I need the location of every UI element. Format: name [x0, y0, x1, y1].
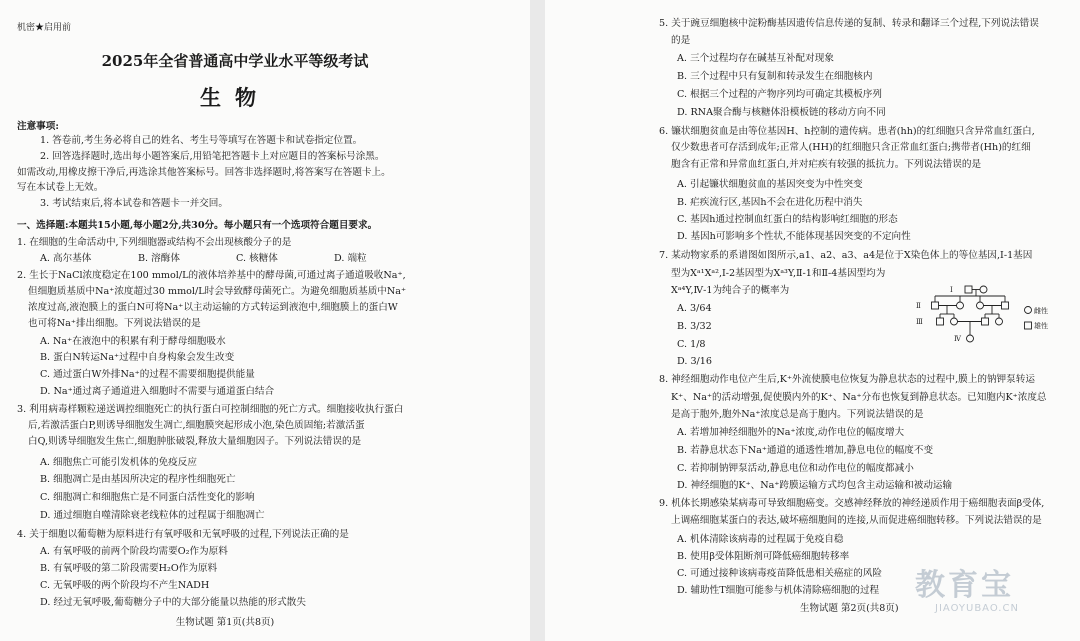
generation-label: Ⅱ [916, 302, 921, 310]
question-8-stem: 是高于胞外,胞外Na⁺浓度总是高于胞内。下列说法错误的是 [671, 409, 924, 420]
question-8-option: A. 若增加神经细胞外的Na⁺浓度,动作电位的幅度增大 [677, 427, 905, 438]
question-7-stem: 型为Xᵃ¹Xᵃ²,Ⅰ-2基因型为Xᵃ³Y,Ⅱ-1和Ⅱ-4基因型均为 [671, 268, 886, 279]
pedigree-female [980, 286, 987, 293]
question-6-option: B. 疟疾流行区,基因h不会在进化历程中消失 [677, 197, 863, 208]
question-3-option: C. 细胞凋亡和细胞焦亡是不同蛋白活性变化的影响 [40, 492, 255, 503]
legend-male-label: 雄性 [1034, 322, 1048, 330]
question-7-option: C. 1/8 [677, 339, 706, 350]
page-gap [530, 0, 545, 641]
question-6-option: D. 基因h可影响多个性状,不能体现基因突变的不定向性 [677, 231, 911, 242]
question-2-stem: 浓度过高,液泡膜上的蛋白N可将Na⁺以主动运输的方式转运到液泡中,细胞膜上的蛋白W [28, 302, 398, 313]
exam-page-1 [0, 0, 530, 641]
question-4-option: A. 有氧呼吸的前两个阶段均需要O₂作为原料 [40, 546, 228, 557]
question-8-option: D. 神经细胞的K⁺、Na⁺跨膜运输方式均包含主动运输和被动运输 [677, 480, 953, 491]
page-1-footer: 生物试题 第1页(共8页) [175, 617, 275, 628]
question-5-option: A. 三个过程均存在碱基互补配对现象 [677, 53, 834, 64]
watermark-url: JIAOYUBAO.CN [935, 603, 1019, 614]
notice-heading: 注意事项: [17, 121, 59, 132]
question-9-option: A. 机体清除该病毒的过程属于免疫自稳 [677, 534, 844, 545]
question-1-option: B. 溶酶体 [138, 253, 180, 264]
question-9-stem: 9. 机体长期感染某病毒可导致细胞癌变。交感神经释放的神经递质作用于癌细胞表面β受体, [659, 498, 1045, 509]
question-1-option: A. 高尔基体 [40, 253, 92, 264]
question-6-stem: 胞含有正常和异常血红蛋白,并对疟疾有较强的抵抗力。下列说法错误的是 [671, 159, 982, 170]
question-3-option: A. 细胞焦亡可能引发机体的免疫反应 [40, 457, 197, 468]
question-7-stem: Xᵃ⁴Y,Ⅳ-1为纯合子的概率为 [671, 285, 790, 296]
legend-female-label: 雌性 [1034, 307, 1048, 315]
notice-line: 2. 回答选择题时,选出每小题答案后,用铅笔把答题卡上对应题目的答案标号涂黑。 [40, 151, 385, 162]
question-6-stem: 6. 镰状细胞贫血是由等位基因H、h控制的遗传病。患者(hh)的红细胞只含异常血红蛋白, [659, 126, 1035, 137]
question-8-option: C. 若抑制钠钾泵活动,静息电位和动作电位的幅度都减小 [677, 463, 914, 474]
exam-page-2 [545, 0, 1080, 641]
question-9-option: B. 使用β受体阻断剂可降低癌细胞转移率 [677, 551, 850, 562]
question-2-option: B. 蛋白N转运Na⁺过程中自身构象会发生改变 [40, 352, 235, 363]
notice-line: 写在本试卷上无效。 [17, 182, 104, 193]
question-6-stem: 仅少数患者可存活到成年;正常人(HH)的红细胞只含正常血红蛋白;携带者(Hh)的红细 [671, 142, 1031, 153]
page-2-footer: 生物试题 第2页(共8页) [800, 603, 899, 614]
question-1-stem: 1. 在细胞的生命活动中,下列细胞器或结构不会出现核酸分子的是 [17, 237, 292, 248]
question-5-stem: 5. 关于豌豆细胞核中淀粉酶基因遗传信息传递的复制、转录和翻译三个过程,下列说法错误 [659, 18, 1039, 29]
confidential-label: 机密★启用前 [17, 23, 72, 33]
notice-line: 1. 答卷前,考生务必将自己的姓名、考生号等填写在答题卡和试卷指定位置。 [40, 135, 363, 146]
question-3-option: B. 细胞凋亡是由基因所决定的程序性细胞死亡 [40, 474, 236, 485]
question-7-option: B. 3/32 [677, 321, 712, 332]
question-3-stem: 后,若激活蛋白P,则诱导细胞发生凋亡,细胞膜突起形成小泡,染色质固缩;若激活蛋 [28, 420, 365, 431]
question-3-stem: 3. 利用病毒样颗粒递送调控细胞死亡的执行蛋白可控制细胞的死亡方式。细胞接收执行蛋白 [17, 404, 404, 415]
question-2-option: D. Na⁺通过离子通道进入细胞时不需要与通道蛋白结合 [40, 386, 275, 397]
question-1-option: D. 端粒 [334, 253, 367, 264]
question-2-option: C. 通过蛋白W外排Na⁺的过程不需要细胞提供能量 [40, 369, 255, 380]
legend-male-symbol [1025, 322, 1032, 329]
question-6-option: C. 基因h通过控制血红蛋白的结构影响红细胞的形态 [677, 214, 898, 225]
exam-title: 2025年全省普通高中学业水平等级考试 [101, 52, 369, 70]
question-3-stem: 白Q,则诱导细胞发生焦亡,细胞肿胀破裂,释放大量细胞因子。下列说法错误的是 [28, 436, 362, 447]
subject-title: 生物 [200, 85, 270, 110]
question-4-stem: 4. 关于细胞以葡萄糖为原料进行有氧呼吸和无氧呼吸的过程,下列说法正确的是 [17, 529, 349, 540]
question-8-stem: K⁺、Na⁺的活动增强,促使膜内外的K⁺、Na⁺分布也恢复到静息状态。已知胞内K⁺浓度总 [671, 392, 1047, 403]
notice-line: 如需改动,用橡皮擦干净后,再选涂其他答案标号。回答非选择题时,将答案写在答题卡上。 [17, 167, 391, 178]
question-1-option: C. 核糖体 [236, 253, 278, 264]
question-5-option: D. RNA聚合酶与核糖体沿模板链的移动方向不同 [677, 107, 886, 118]
question-2-stem: 2. 生长于NaCl浓度稳定在100 mmol/L的液体培养基中的酵母菌,可通过离子通道吸收Na⁺, [17, 270, 406, 281]
pedigree-chart [910, 280, 1070, 360]
watermark-logo: 教育宝 [915, 568, 1014, 603]
question-2-stem: 但细胞质基质中Na⁺浓度超过30 mmol/L时会导致酵母菌死亡。为避免细胞质基质中Na⁺ [28, 286, 407, 297]
notice-line: 3. 考试结束后,将本试卷和答题卡一并交回。 [40, 198, 228, 209]
pedigree-male [965, 286, 972, 293]
generation-label: Ⅲ [916, 318, 923, 326]
section-heading: 一、选择题:本题共15小题,每小题2分,共30分。每小题只有一个选项符合题目要求。 [17, 220, 378, 231]
question-4-option: B. 有氧呼吸的第二阶段需要H₂O作为原料 [40, 563, 218, 574]
question-2-option: A. Na⁺在液泡中的积累有利于酵母细胞吸水 [40, 336, 226, 347]
question-5-option: C. 根据三个过程的产物序列均可确定其模板序列 [677, 89, 882, 100]
legend-female-symbol [1025, 307, 1032, 314]
question-9-option: D. 辅助性T细胞可能参与机体清除癌细胞的过程 [677, 585, 880, 596]
question-7-stem: 7. 某动物家系的系谱图如图所示,a1、a2、a3、a4是位于X染色体上的等位基因,Ⅰ-1基因 [659, 250, 1033, 261]
question-5-stem: 的是 [671, 35, 691, 46]
question-7-option: A. 3/64 [677, 303, 712, 314]
question-4-option: D. 经过无氧呼吸,葡萄糖分子中的大部分能量以热能的形式散失 [40, 597, 306, 608]
question-8-stem: 8. 神经细胞动作电位产生后,K⁺外流使膜电位恢复为静息状态的过程中,膜上的钠钾泵转运 [659, 374, 1035, 385]
question-9-stem: 上调癌细胞某蛋白的表达,破坏癌细胞间的连接,从而促进癌细胞转移。下列说法错误的是 [671, 515, 1042, 526]
question-8-option: B. 若静息状态下Na⁺通道的通透性增加,静息电位的幅度不变 [677, 445, 934, 456]
question-9-option: C. 可通过接种该病毒疫苗降低患相关癌症的风险 [677, 568, 882, 579]
question-4-option: C. 无氧呼吸的两个阶段均不产生NADH [40, 580, 210, 591]
generation-label: Ⅳ [954, 335, 961, 343]
question-2-stem: 也可将Na⁺排出细胞。下列说法错误的是 [28, 318, 201, 329]
question-5-option: B. 三个过程中只有复制和转录发生在细胞核内 [677, 71, 873, 82]
question-7-option: D. 3/16 [677, 356, 712, 367]
question-6-option: A. 引起镰状细胞贫血的基因突变为中性突变 [677, 179, 863, 190]
generation-label: Ⅰ [950, 286, 953, 294]
question-3-option: D. 通过细胞自噬清除衰老线粒体的过程属于细胞凋亡 [40, 510, 265, 521]
